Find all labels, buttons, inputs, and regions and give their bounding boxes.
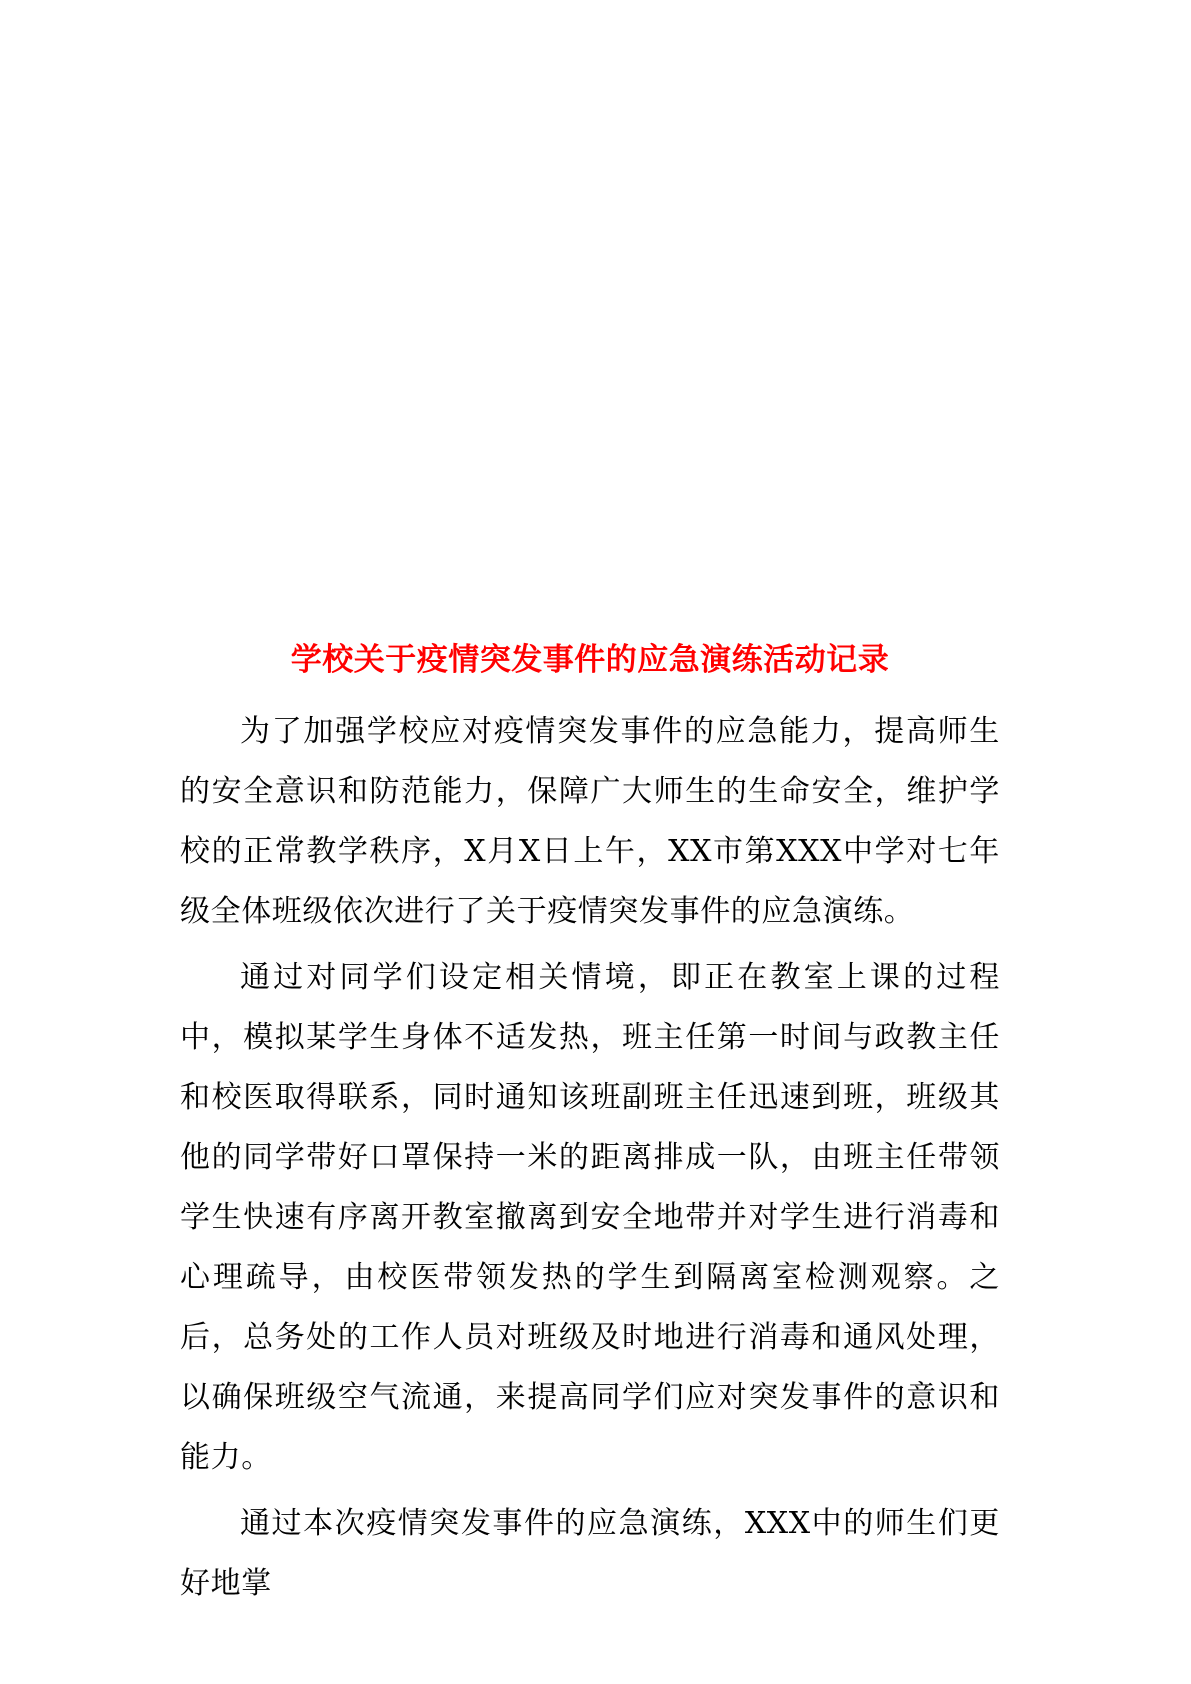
paragraph-2: 通过对同学们设定相关情境，即正在教室上课的过程中，模拟某学生身体不适发热，班主任第一时间与政教主任和校医取得联系，同时通知该班副班主任迅速到班，班级其他的同学带好口罩保持一米的距离排成一队，由班主任带领学生快速有序离开教室撤离到安全地带并对学生进行消毒和心理疏导，由校医带领发热的学生到隔离室检测观察。之后，总务处的工作人员对班级及时地进行消毒和通风处理，以确保班级空气流通，来提高同学们应对突发事件的意识和能力。 xyxy=(180,960,1000,1475)
document-title: 学校关于疫情突发事件的应急演练活动记录 xyxy=(290,642,890,678)
document-body xyxy=(180,640,1000,1620)
paragraph-1: 为了加强学校应对疫情突发事件的应急能力，提高师生的安全意识和防范能力，保障广大师生的生命安全，维护学校的正常教学秩序，X月X日上午，XX市第XXX中学对七年级全体班级依次进行了关于疫情突发事件的应急演练。 xyxy=(180,714,1000,929)
paragraph-3: 通过本次疫情突发事件的应急演练，XXX中的师生们更好地掌 xyxy=(180,1506,1000,1601)
